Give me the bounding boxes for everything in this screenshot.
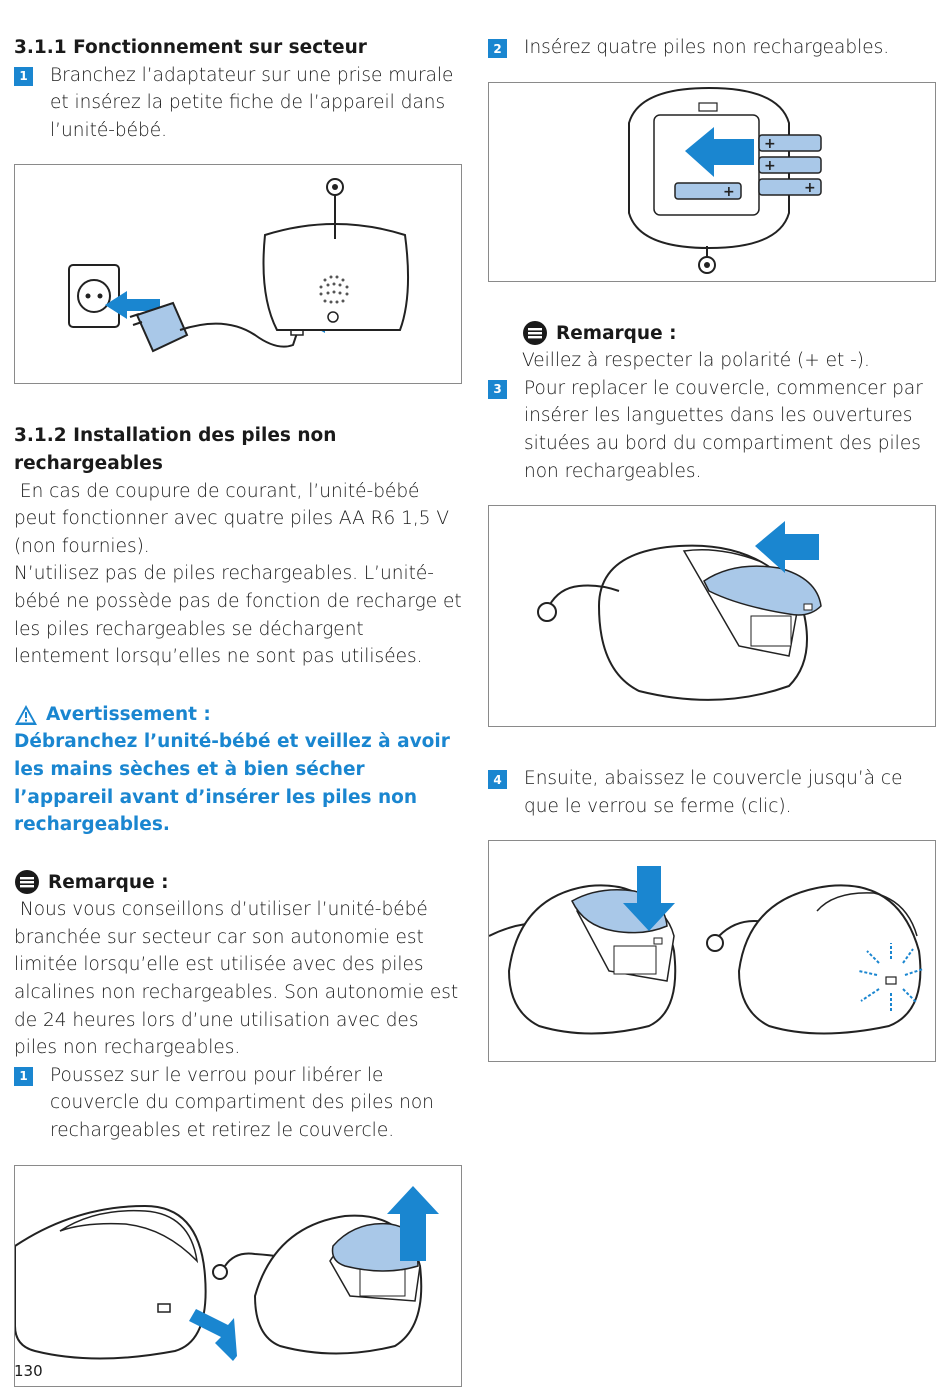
note-title: Remarque : — [556, 322, 677, 344]
step-text: Branchez l’adaptateur sur une prise murale et insérez la petite fiche de l’appareil dans l’unité-bébé. — [50, 64, 454, 141]
page-number: 130 — [14, 1362, 43, 1380]
step-2-insert-batteries — [488, 34, 938, 62]
svg-text:+: + — [804, 179, 816, 196]
svg-text:+: + — [764, 157, 776, 174]
step-text: Poussez sur le verrou pour libérer le couvercle du compartiment des piles non rechargeables et retirez le couvercle. — [50, 1064, 434, 1142]
paragraph-no-rechargeable: N’utilisez pas de piles rechargeables. L’unité-bébé ne possède pas de fonction de recharge et les piles rechargeables se déchargent lentement lorsqu’elles ne sont pas utilisées. — [14, 563, 462, 668]
paragraph-power-cut: En cas de coupure de courant, l’unité-bébé peut fonctionner avec quatre piles AA R6 1,5 V (non fournies). — [14, 480, 455, 557]
section-title-batteries: 3.1.2 Installation des piles non rechargeables — [14, 425, 337, 474]
step-1-mains — [14, 62, 464, 145]
step-number: 3 — [488, 380, 507, 399]
left-column — [14, 34, 464, 1387]
note-icon — [14, 869, 40, 895]
step-text: Pour replacer le couvercle, commencer par insérer les languettes dans les ouvertures situées au bord du compartiment des piles non rechargeables. — [524, 377, 923, 482]
note-title: Remarque : — [48, 871, 169, 893]
note-heading — [14, 869, 464, 897]
right-column — [488, 34, 938, 1062]
step-4-close-lid — [488, 765, 938, 820]
note-body: Nous vous conseillons d’utiliser l’unité-bébé branchée sur secteur car son autonomie est limitée lorsqu’elle est utilisée avec des piles alcalines non rechargeables. Son autonomie est de 24 heures lors d’une utilisation avec des piles non rechargeables. — [14, 899, 465, 1059]
warning-heading — [14, 701, 464, 729]
step-text: Ensuite, abaissez le couvercle jusqu’à ce que le verrou se ferme (clic). — [524, 768, 903, 817]
note-icon — [522, 320, 548, 346]
section-title-mains: 3.1.1 Fonctionnement sur secteur — [14, 37, 367, 58]
svg-text:+: + — [723, 183, 735, 200]
figure-lock-click — [488, 840, 936, 1062]
warning-title: Avertissement : — [46, 703, 211, 725]
step-text: Insérez quatre piles non rechargeables. — [524, 37, 890, 58]
step-3-replace-lid — [488, 375, 938, 485]
step-1-open-lid — [14, 1062, 464, 1145]
step-number: 1 — [14, 1067, 33, 1086]
step-number: 1 — [14, 67, 33, 86]
figure-adapter-plug — [14, 164, 462, 384]
figure-insert-tabs — [488, 505, 936, 727]
warning-icon — [14, 704, 38, 726]
figure-open-lid — [14, 1165, 462, 1387]
svg-text:+: + — [764, 135, 776, 152]
step-number: 4 — [488, 770, 507, 789]
note-heading-polarity — [522, 320, 938, 348]
note-body-polarity: Veillez à respecter la polarité (+ et -). — [522, 350, 870, 372]
step-number: 2 — [488, 39, 507, 58]
warning-body: Débranchez l’unité-bébé et veillez à avoir les mains sèches et à bien sécher l’appareil avant d’insérer les piles non rechargeables. — [14, 731, 450, 836]
figure-battery-compartment — [488, 82, 936, 282]
